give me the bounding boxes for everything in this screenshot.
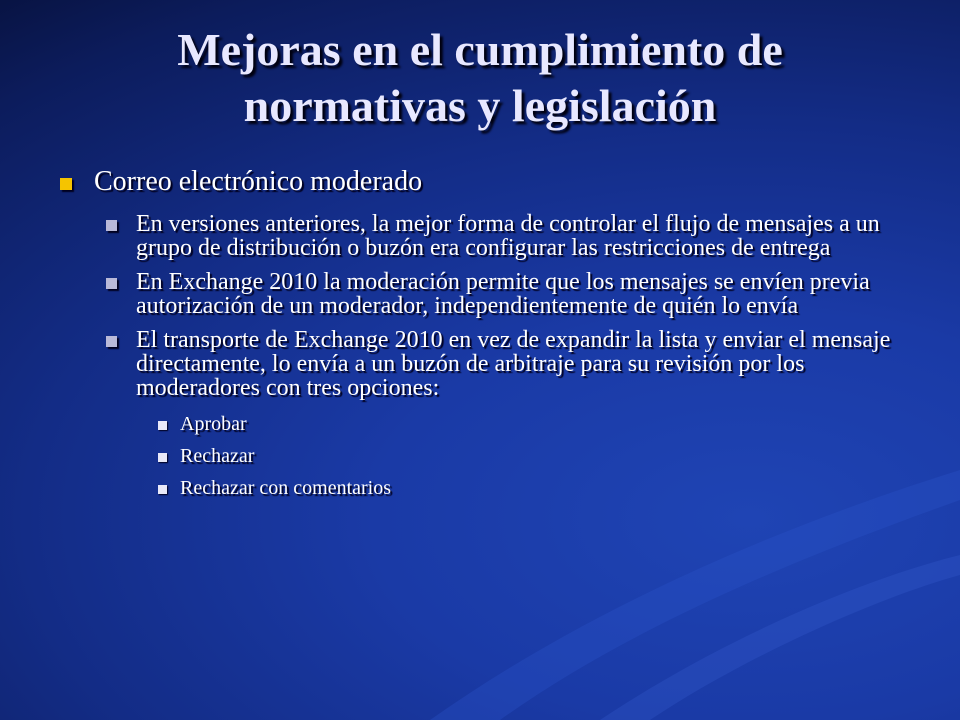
sub-bullet	[102, 270, 898, 318]
square-bullet-icon	[106, 336, 117, 347]
square-bullet-icon	[158, 453, 167, 462]
sub-bullet-text: En versiones anteriores, la mejor forma de controlar el flujo de mensajes a un grupo de distribución o buzón era configurar las restricciones de entrega	[136, 211, 880, 261]
sub-bullet-text: En Exchange 2010 la moderación permite que los mensajes se envíen previa autorización de un moderador, independientemente de quién lo envía	[136, 269, 870, 319]
slide-content	[58, 166, 898, 500]
option-text: Rechazar	[180, 445, 255, 467]
option-bullet	[158, 476, 898, 500]
sub-bullet	[102, 212, 898, 260]
option-text: Aprobar	[180, 413, 247, 435]
title-line-1: Mejoras en el cumplimiento de	[177, 24, 783, 75]
square-bullet-icon	[158, 485, 167, 494]
slide-title	[40, 22, 920, 134]
sub-bullet	[102, 328, 898, 400]
bullet-level1	[58, 166, 898, 198]
square-bullet-icon	[60, 178, 72, 190]
square-bullet-icon	[158, 421, 167, 430]
title-line-2: normativas y legislación	[243, 80, 717, 131]
option-bullet	[158, 444, 898, 468]
square-bullet-icon	[106, 278, 117, 289]
option-bullet	[158, 412, 898, 436]
square-bullet-icon	[106, 220, 117, 231]
sub-bullet-text: El transporte de Exchange 2010 en vez de expandir la lista y enviar el mensaje directamente, lo envía a un buzón de arbitraje para su revisión por los moderadores con tres opciones:	[136, 327, 891, 401]
bullet-text: Correo electrónico moderado	[94, 166, 423, 197]
option-text: Rechazar con comentarios	[180, 477, 392, 499]
